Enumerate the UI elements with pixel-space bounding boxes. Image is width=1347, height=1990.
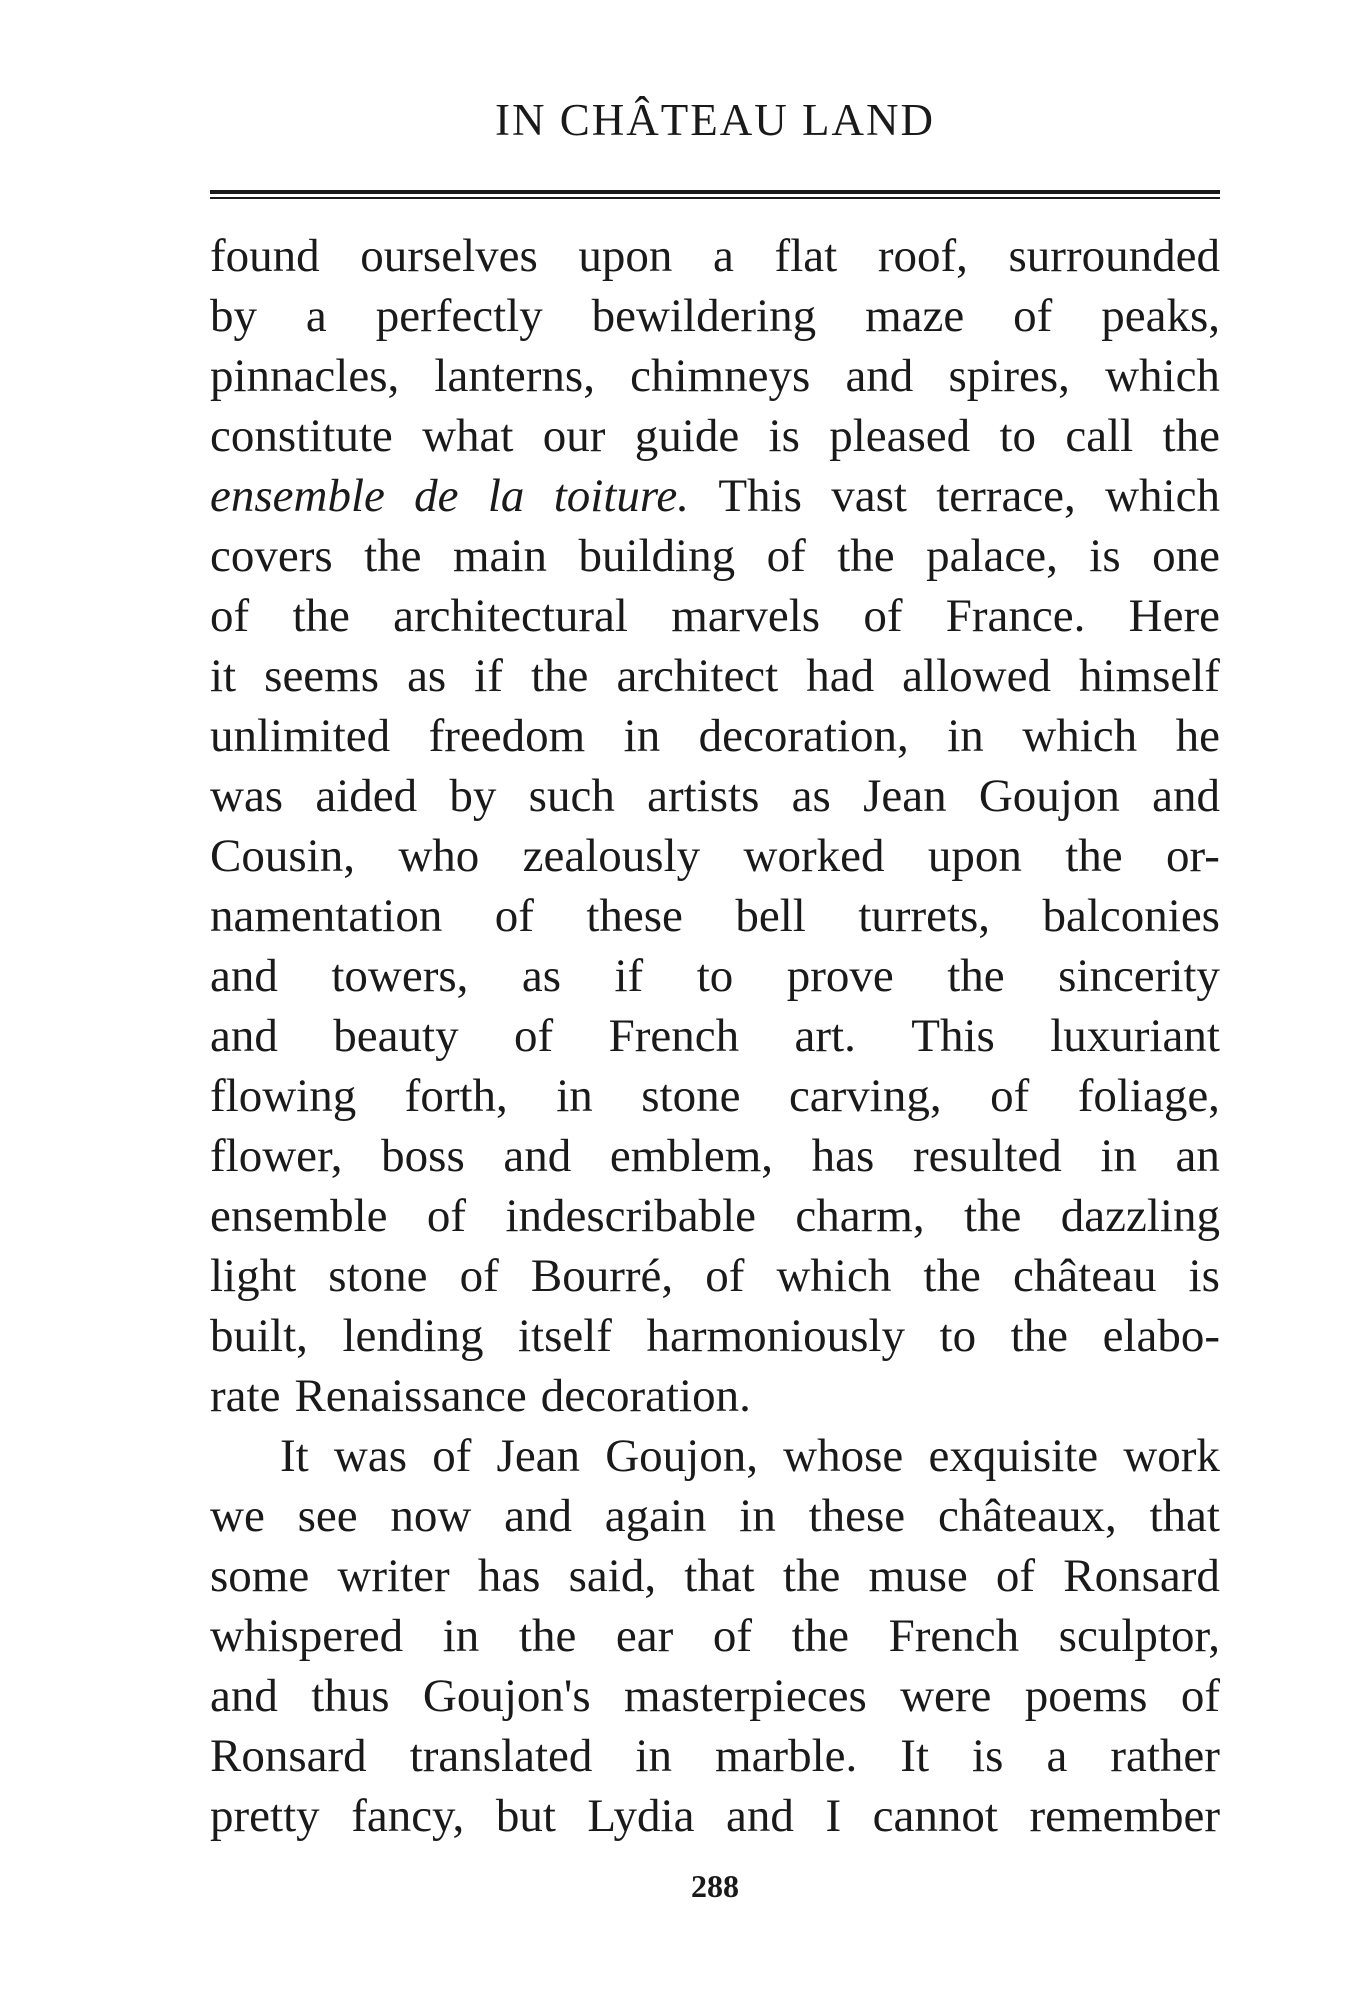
word: of xyxy=(712,1610,752,1662)
word: of xyxy=(426,1190,467,1242)
word: Jean xyxy=(496,1430,581,1482)
text-line xyxy=(210,1726,1220,1786)
word: constitute xyxy=(210,410,393,462)
word: is xyxy=(972,1730,1004,1782)
text-line xyxy=(210,526,1220,586)
word: allowed xyxy=(902,650,1051,702)
word: to xyxy=(696,950,734,1002)
word: art. xyxy=(794,1010,856,1062)
word: which xyxy=(1105,350,1220,402)
word: prove xyxy=(786,950,894,1002)
word: la xyxy=(487,470,525,522)
word: namentation xyxy=(210,890,443,942)
word: of xyxy=(990,1070,1030,1122)
text-line xyxy=(210,1486,1220,1546)
word: of xyxy=(459,1250,499,1302)
word: sincerity xyxy=(1058,950,1220,1002)
word: light xyxy=(210,1250,297,1302)
word: see xyxy=(297,1490,358,1542)
word: the xyxy=(923,1250,981,1302)
word: forth, xyxy=(404,1070,508,1122)
text-line xyxy=(210,406,1220,466)
text-line xyxy=(210,226,1220,286)
word: fancy, xyxy=(351,1790,465,1842)
word: the xyxy=(1162,410,1220,462)
word: toiture. xyxy=(553,470,690,522)
word: found xyxy=(210,230,320,282)
word: is xyxy=(1188,1250,1220,1302)
word: flowing xyxy=(210,1070,357,1122)
word: bell xyxy=(735,890,806,942)
word: these xyxy=(586,890,683,942)
word: in xyxy=(623,710,661,762)
word: which xyxy=(776,1250,892,1302)
text-line xyxy=(210,1006,1220,1066)
text-line xyxy=(210,1066,1220,1126)
text-line xyxy=(210,1126,1220,1186)
word: the xyxy=(531,650,589,702)
text-line xyxy=(210,1246,1220,1306)
word: of xyxy=(514,1010,554,1062)
word: in xyxy=(947,710,984,762)
word: zealously xyxy=(522,830,701,882)
word: that xyxy=(684,1550,755,1602)
word: freedom xyxy=(428,710,586,762)
word: surrounded xyxy=(1008,230,1220,282)
word: an xyxy=(1175,1130,1220,1182)
word: upon xyxy=(578,230,673,282)
word: in xyxy=(1100,1130,1137,1182)
word: to xyxy=(999,410,1037,462)
word: artists xyxy=(647,770,760,822)
word: it xyxy=(210,650,237,702)
word: indescribable xyxy=(505,1190,756,1242)
word: Ronsard xyxy=(1063,1550,1220,1602)
word: It xyxy=(280,1430,309,1482)
word: Goujon's xyxy=(422,1670,591,1722)
word: built, xyxy=(210,1310,308,1362)
word: was xyxy=(210,770,284,822)
word: decoration, xyxy=(698,710,909,762)
word: exquisite xyxy=(928,1430,1099,1482)
word: the xyxy=(364,530,422,582)
word: muse xyxy=(868,1550,968,1602)
word: said, xyxy=(568,1550,657,1602)
word: by xyxy=(210,290,257,342)
word: Goujon, xyxy=(605,1430,758,1482)
word: palace, xyxy=(926,530,1058,582)
word: is xyxy=(768,410,800,462)
text-line xyxy=(210,466,1220,526)
word: masterpieces xyxy=(624,1670,867,1722)
word: lending xyxy=(342,1310,484,1362)
word: to xyxy=(939,1310,977,1362)
word: and xyxy=(210,950,278,1002)
word: and xyxy=(1152,770,1220,822)
word: a xyxy=(1046,1730,1068,1782)
word: boss xyxy=(381,1130,465,1182)
word: Jean xyxy=(863,770,947,822)
word: It xyxy=(900,1730,930,1782)
word: work xyxy=(1123,1430,1220,1482)
text-line xyxy=(210,706,1220,766)
word: who xyxy=(398,830,480,882)
word: he xyxy=(1175,710,1220,762)
word: thus xyxy=(311,1670,390,1722)
word: by xyxy=(449,770,497,822)
word: these xyxy=(808,1490,906,1542)
word: whispered xyxy=(210,1610,404,1662)
word: covers xyxy=(210,530,333,582)
word: de xyxy=(414,470,459,522)
word: the xyxy=(292,590,350,642)
text-line xyxy=(210,346,1220,406)
word: was xyxy=(333,1430,407,1482)
word: architect xyxy=(616,650,779,702)
word: Bourré, xyxy=(530,1250,674,1302)
word: the xyxy=(518,1610,577,1662)
word: of xyxy=(210,590,250,642)
word: aided xyxy=(315,770,418,822)
text-line xyxy=(210,1606,1220,1666)
word: foliage, xyxy=(1077,1070,1220,1122)
word: some xyxy=(210,1550,310,1602)
word: in xyxy=(442,1610,480,1662)
word: as xyxy=(791,770,831,822)
word: I xyxy=(825,1790,842,1842)
word: architectural xyxy=(393,590,628,642)
word: marble. xyxy=(715,1730,858,1782)
word: harmoniously xyxy=(646,1310,905,1362)
word: ensemble xyxy=(210,1190,388,1242)
word: roof, xyxy=(877,230,968,282)
word: Lydia xyxy=(587,1790,695,1842)
word: unlimited xyxy=(210,710,391,762)
word: of xyxy=(494,890,534,942)
word: carving, xyxy=(788,1070,942,1122)
word: emblem, xyxy=(609,1130,774,1182)
word: the xyxy=(1065,830,1123,882)
word: This xyxy=(718,470,802,522)
word: stone xyxy=(328,1250,428,1302)
word: France. xyxy=(945,590,1086,642)
running-head: IN CHÂTEAU LAND xyxy=(495,95,935,145)
word: seems xyxy=(264,650,380,702)
word: turrets, xyxy=(858,890,991,942)
word: vast xyxy=(831,470,907,522)
word: itself xyxy=(517,1310,612,1362)
word: elabo- xyxy=(1102,1310,1220,1362)
word: Here xyxy=(1128,590,1220,642)
word: chimneys xyxy=(630,350,811,402)
text-line xyxy=(210,1786,1220,1846)
word: châteaux, xyxy=(937,1490,1117,1542)
word: This xyxy=(911,1010,995,1062)
word: as xyxy=(521,950,562,1002)
word: of xyxy=(766,530,806,582)
word: translated xyxy=(409,1730,593,1782)
word: which xyxy=(1022,710,1138,762)
word: building xyxy=(578,530,736,582)
word: cannot xyxy=(872,1790,998,1842)
word: one xyxy=(1152,530,1220,582)
word: stone xyxy=(641,1070,741,1122)
word: of xyxy=(432,1430,472,1482)
word: the xyxy=(947,950,1005,1002)
word: that xyxy=(1149,1490,1220,1542)
word: rate xyxy=(210,1370,281,1422)
word: the xyxy=(963,1190,1022,1242)
word: flat xyxy=(774,230,838,282)
text-line xyxy=(210,586,1220,646)
header-rule xyxy=(210,190,1220,199)
word: peaks, xyxy=(1101,290,1220,342)
word: has xyxy=(477,1550,541,1602)
word: charm, xyxy=(795,1190,925,1242)
word: flower, xyxy=(210,1130,343,1182)
word: Renaissance xyxy=(294,1370,527,1422)
word: call xyxy=(1065,410,1134,462)
word: sculptor, xyxy=(1058,1610,1220,1662)
text-line xyxy=(210,1186,1220,1246)
word: our xyxy=(542,410,606,462)
word: and xyxy=(210,1010,278,1062)
word: terrace, xyxy=(936,470,1076,522)
word: and xyxy=(503,1130,572,1182)
word: or- xyxy=(1166,830,1220,882)
text-line xyxy=(210,286,1220,346)
word: writer xyxy=(337,1550,450,1602)
word: poems xyxy=(1024,1670,1148,1722)
word: rather xyxy=(1110,1730,1220,1782)
word: had xyxy=(806,650,875,702)
text-line xyxy=(210,1546,1220,1606)
word: the xyxy=(791,1610,849,1662)
word: main xyxy=(453,530,547,582)
word: French xyxy=(888,1610,1020,1662)
word: perfectly xyxy=(375,290,543,342)
word: resulted xyxy=(912,1130,1062,1182)
word: if xyxy=(614,950,644,1002)
word: French xyxy=(608,1010,740,1062)
word: upon xyxy=(927,830,1022,882)
word: ensemble xyxy=(210,470,385,522)
word: of xyxy=(1013,290,1053,342)
text-line xyxy=(210,1366,1220,1426)
word: pleased xyxy=(829,410,971,462)
word: whose xyxy=(783,1430,904,1482)
text-line xyxy=(210,646,1220,706)
word: such xyxy=(528,770,615,822)
text-line xyxy=(210,1426,1220,1486)
word: maze xyxy=(865,290,965,342)
word: the xyxy=(1010,1310,1069,1362)
word: beauty xyxy=(333,1010,459,1062)
word: ear xyxy=(615,1610,674,1662)
word: ourselves xyxy=(360,230,538,282)
word: worked xyxy=(743,830,885,882)
word: the xyxy=(782,1550,841,1602)
word: and xyxy=(504,1490,572,1542)
word: were xyxy=(900,1670,992,1722)
word: is xyxy=(1089,530,1121,582)
word: towers, xyxy=(331,950,469,1002)
word: in xyxy=(556,1070,593,1122)
word: in xyxy=(739,1490,776,1542)
word: again xyxy=(604,1490,707,1542)
word: decoration. xyxy=(540,1370,751,1422)
text-line xyxy=(210,1666,1220,1726)
word: Goujon xyxy=(978,770,1120,822)
word: has xyxy=(811,1130,875,1182)
text-line xyxy=(210,886,1220,946)
word: which xyxy=(1105,470,1220,522)
word: pinnacles, xyxy=(210,350,400,402)
word: balconies xyxy=(1042,890,1220,942)
word: a xyxy=(305,290,327,342)
word: marvels xyxy=(671,590,821,642)
word: in xyxy=(635,1730,672,1782)
word: we xyxy=(210,1490,265,1542)
word: of xyxy=(995,1550,1036,1602)
word: château xyxy=(1012,1250,1157,1302)
word: a xyxy=(713,230,734,282)
word: pretty xyxy=(210,1790,320,1842)
text-line xyxy=(210,1306,1220,1366)
text-line xyxy=(210,766,1220,826)
word: and xyxy=(845,350,914,402)
word: Ronsard xyxy=(210,1730,367,1782)
word: remember xyxy=(1029,1790,1220,1842)
word: of xyxy=(863,590,903,642)
word: as xyxy=(407,650,447,702)
body-text xyxy=(210,226,1220,1846)
word: now xyxy=(390,1490,472,1542)
word: lanterns, xyxy=(434,350,595,402)
text-line xyxy=(210,946,1220,1006)
word: guide xyxy=(634,410,740,462)
word: what xyxy=(422,410,514,462)
word: dazzling xyxy=(1060,1190,1220,1242)
word: and xyxy=(726,1790,794,1842)
page-number: 288 xyxy=(691,1868,739,1904)
word: luxuriant xyxy=(1050,1010,1220,1062)
word: of xyxy=(1180,1670,1220,1722)
text-line xyxy=(210,826,1220,886)
word: spires, xyxy=(948,350,1070,402)
word: himself xyxy=(1078,650,1220,702)
word: bewildering xyxy=(591,290,817,342)
word: the xyxy=(837,530,895,582)
word: but xyxy=(495,1790,556,1842)
word: and xyxy=(210,1670,278,1722)
word: if xyxy=(474,650,503,702)
word: of xyxy=(705,1250,745,1302)
word: Cousin, xyxy=(210,830,355,882)
